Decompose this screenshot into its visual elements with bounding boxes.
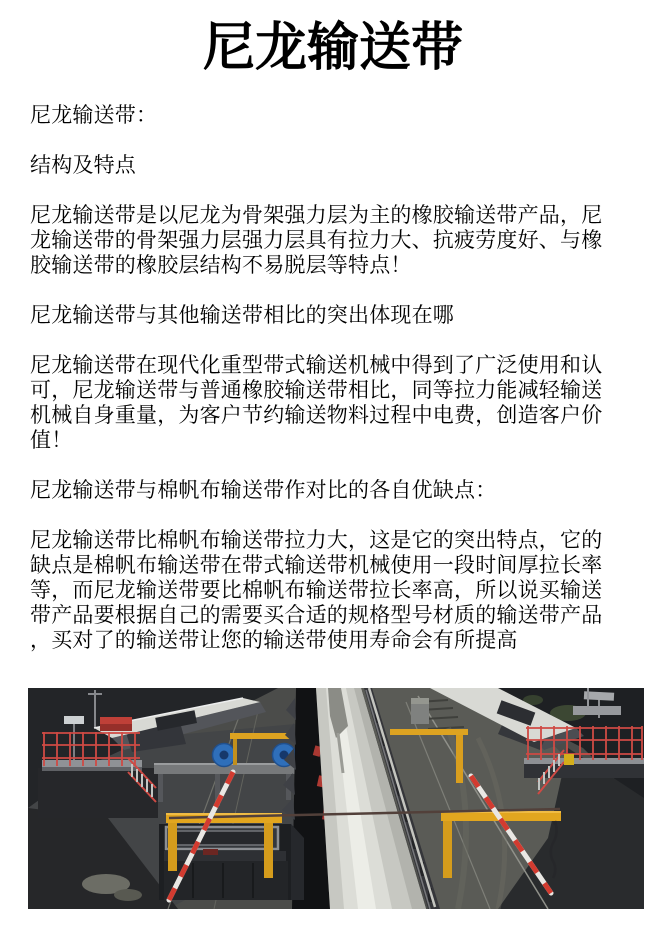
paragraph-lead: 尼龙输送带： [30, 104, 158, 127]
conveyor-site-illustration [28, 688, 644, 909]
paragraph-subhead-cotton: 尼龙输送带与棉帆布输送带作对比的各自优缺点： [30, 479, 497, 502]
conveyor-belt-photo [28, 688, 644, 909]
paragraph-subhead-structure: 结构及特点 [30, 154, 136, 177]
article-body [0, 103, 666, 909]
paragraph-cotton-detail: 尼龙输送带比棉帆布输送带拉力大，这是它的突出特点，它的缺点是棉帆布输送带在带式输送带机械使用一段时间厚拉长率等，而尼龙输送带要比棉帆布输送带拉长率高，所以说买输送带产品要根据自己的需要买合适的规格型号材质的输送带产品，买对了的输送带让您的输送带使用寿命会有所提高 [30, 529, 603, 652]
feeder-machine [159, 824, 304, 900]
paragraph-subhead-compare: 尼龙输送带与其他输送带相比的突出体现在哪 [30, 304, 454, 327]
paragraph-compare-detail: 尼龙输送带在现代化重型带式输送机械中得到了广泛使用和认可，尼龙输送带与普通橡胶输送带相比，同等拉力能减轻输送机械自身重量，为客户节约输送物料过程中电费，创造客户价值！ [30, 354, 603, 452]
page-title: 尼龙输送带 [202, 19, 463, 77]
paragraph-structure-detail: 尼龙输送带是以尼龙为骨架强力层为主的橡胶输送带产品，尼龙输送带的骨架强力层强力层具有拉力大、抗疲劳度好、与橡胶输送带的橡胶层结构不易脱层等特点！ [30, 204, 603, 277]
